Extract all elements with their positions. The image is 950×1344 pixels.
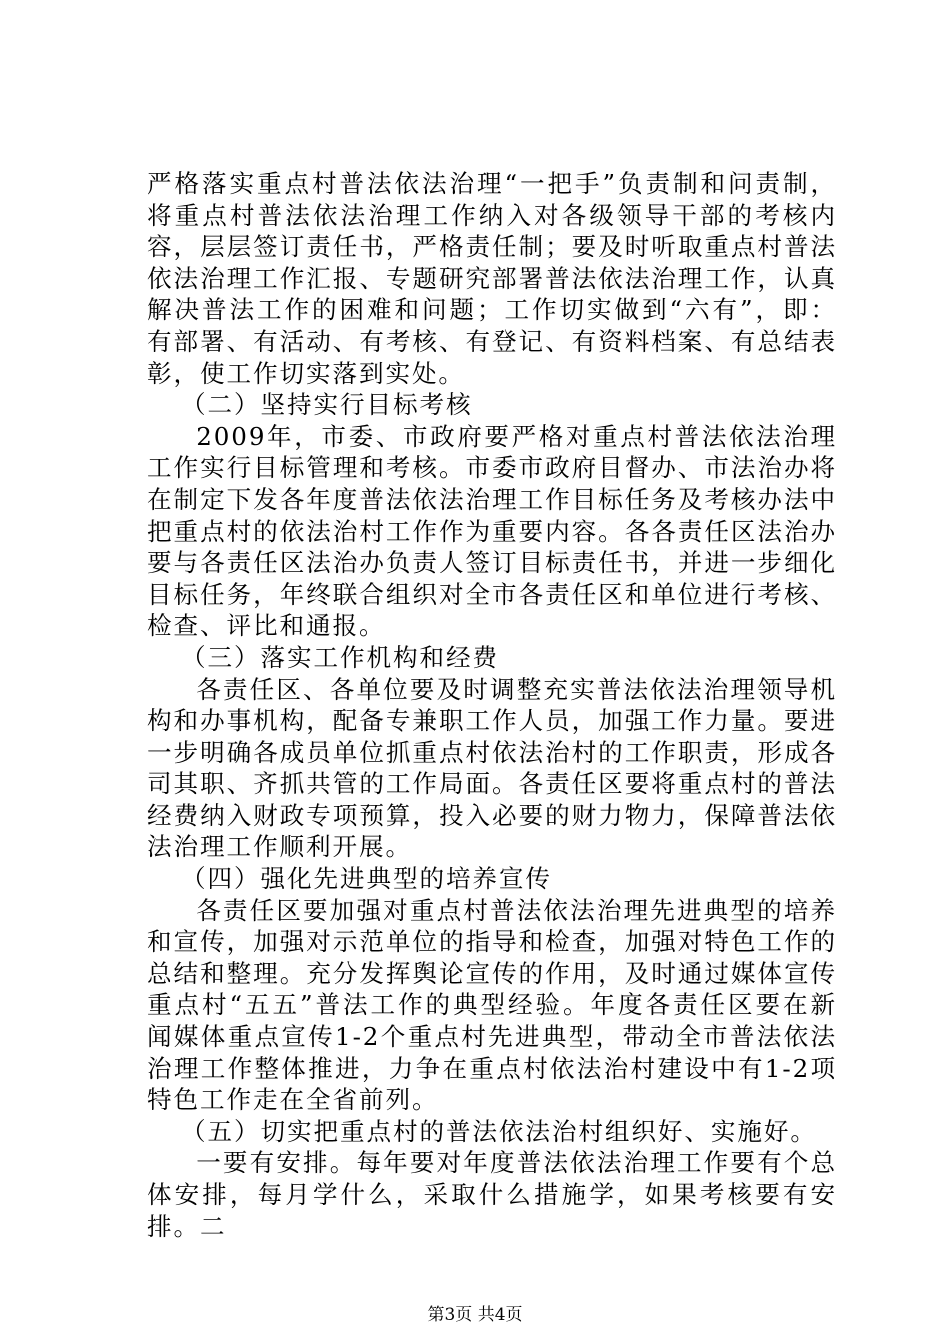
document-body	[147, 168, 837, 1242]
paragraph-continuation: 严格落实重点村普法依法治理“一把手”负责制和问责制，将重点村普法依法治理工作纳入对各级领导干部的考核内容，层层签订责任书，严格责任制；要及时听取重点村普法依法治理工作汇报、专题研究部署普法依法治理工作，认真解决普法工作的困难和问题；工作切实做到“六有”，即：有部署、有活动、有考核、有登记、有资料档案、有总结表彰，使工作切实落到实处。	[147, 169, 837, 388]
page-footer: 第3页 共4页	[427, 1305, 523, 1325]
paragraph-agencies-funding: 各责任区、各单位要及时调整充实普法依法治理领导机构和办事机构，配备专兼职工作人员，加强工作力量。要进一步明确各成员单位抓重点村依法治村的工作职责，形成各司其职、齐抓共管的工作局面。各责任区要将重点村的普法经费纳入财政专项预算，投入必要的财力物力，保障普法依法治理工作顺利开展。	[147, 674, 837, 862]
section-heading-2: （二）坚持实行目标考核	[181, 390, 473, 420]
section-heading-5: （五）切实把重点村的普法依法治村组织好、实施好。	[181, 1116, 817, 1146]
section-heading-4: （四）强化先进典型的培养宣传	[181, 864, 552, 894]
paragraph-arrangements: 一要有安排。每年要对年度普法依法治理工作要有个总体安排，每月学什么，采取什么措施学，如果考核要有安排。二	[147, 1148, 837, 1241]
section-heading-3: （三）落实工作机构和经费	[181, 642, 499, 672]
paragraph-target-assessment: 2009年，市委、市政府要严格对重点村普法依法治理工作实行目标管理和考核。市委市政府目督办、市法治办将在制定下发各年度普法依法治理工作目标任务及考核办法中把重点村的依法治村工作作为重要内容。各各责任区法治办要与各责任区法治办负责人签订目标责任书，并进一步细化目标任务，年终联合组织对全市各责任区和单位进行考核、检查、评比和通报。	[147, 421, 837, 641]
paragraph-models-publicity: 各责任区要加强对重点村普法依法治理先进典型的培养和宣传，加强对示范单位的指导和检查，加强对特色工作的总结和整理。充分发挥舆论宣传的作用，及时通过媒体宣传重点村“五五”普法工作的典型经验。年度各责任区要在新闻媒体重点宣传1-2个重点村先进典型，带动全市普法依法治理工作整体推进，力争在重点村依法治村建设中有1-2项特色工作走在全省前列。	[147, 895, 837, 1115]
